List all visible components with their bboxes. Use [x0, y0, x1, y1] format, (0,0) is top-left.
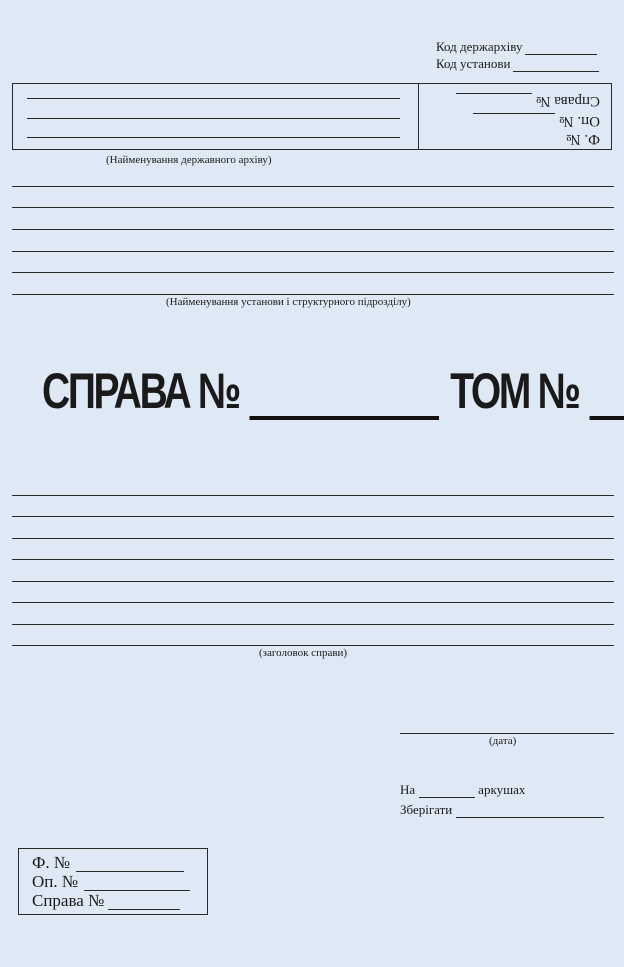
codes-block [436, 38, 599, 72]
heading-line[interactable] [12, 624, 614, 625]
keep-field[interactable] [456, 805, 604, 818]
rotated-case-field[interactable] [456, 93, 532, 106]
rotated-inventory-label: Оп. № [559, 113, 600, 129]
bottom-fund-field[interactable] [76, 857, 184, 872]
heading-line[interactable] [12, 581, 614, 582]
rotated-case-label: Справа № [536, 93, 600, 109]
institution-code-field[interactable] [513, 59, 599, 72]
date-caption: (дата) [489, 735, 517, 747]
bottom-case-field[interactable] [108, 895, 180, 910]
heading-line[interactable] [12, 645, 614, 646]
heading-line[interactable] [12, 559, 614, 560]
rotated-inventory-field[interactable] [473, 113, 555, 126]
heading-line[interactable] [12, 516, 614, 517]
heading-line[interactable] [12, 602, 614, 603]
bottom-fund-label: Ф. № [32, 853, 71, 872]
institution-line[interactable] [12, 207, 614, 208]
archive-code-label: Код держархіву [436, 39, 523, 54]
rotated-fund-label: Ф. № [566, 131, 600, 147]
bottom-case-row [32, 891, 207, 910]
case-title-label: СПРАВА № [42, 363, 239, 419]
volume-number-field[interactable] [590, 370, 624, 420]
sheets-row [400, 782, 525, 798]
bottom-fund-row [32, 853, 207, 872]
bottom-inventory-field[interactable] [84, 876, 190, 891]
rotated-inventory-row [473, 113, 600, 129]
institution-line[interactable] [12, 272, 614, 273]
rotated-fund-row [566, 131, 600, 147]
heading-line[interactable] [12, 538, 614, 539]
archive-code-row [436, 38, 599, 55]
institution-line[interactable] [12, 251, 614, 252]
archive-name-line[interactable] [27, 118, 400, 119]
bottom-inventory-label: Оп. № [32, 872, 79, 891]
bottom-case-box [18, 848, 208, 915]
institution-line[interactable] [12, 229, 614, 230]
institution-line[interactable] [12, 294, 614, 295]
case-title [42, 362, 624, 420]
institution-line[interactable] [12, 186, 614, 187]
archive-code-field[interactable] [525, 42, 597, 55]
institution-code-label: Код установи [436, 56, 511, 71]
archive-name-line[interactable] [27, 98, 400, 99]
archive-name-box [12, 83, 612, 150]
keep-row [400, 802, 604, 818]
bottom-inventory-row [32, 872, 207, 891]
institution-code-row [436, 55, 599, 72]
sheets-suffix: аркушах [478, 782, 526, 797]
bottom-case-label: Справа № [32, 891, 105, 910]
sheets-prefix: На [400, 782, 416, 797]
sheets-count-field[interactable] [419, 785, 475, 798]
heading-caption: (заголовок справи) [259, 647, 348, 659]
heading-line[interactable] [12, 495, 614, 496]
institution-caption: (Найменування установи і структурного підрозділу) [166, 296, 411, 308]
rotated-case-info [419, 84, 612, 149]
rotated-case-row [456, 93, 600, 109]
date-field[interactable] [400, 733, 614, 734]
case-number-field[interactable] [250, 370, 440, 420]
volume-title-label: ТОМ № [450, 363, 579, 419]
keep-label: Зберігати [400, 802, 453, 817]
archive-name-caption: (Найменування державного архіву) [106, 154, 272, 166]
archive-name-line[interactable] [27, 137, 400, 138]
